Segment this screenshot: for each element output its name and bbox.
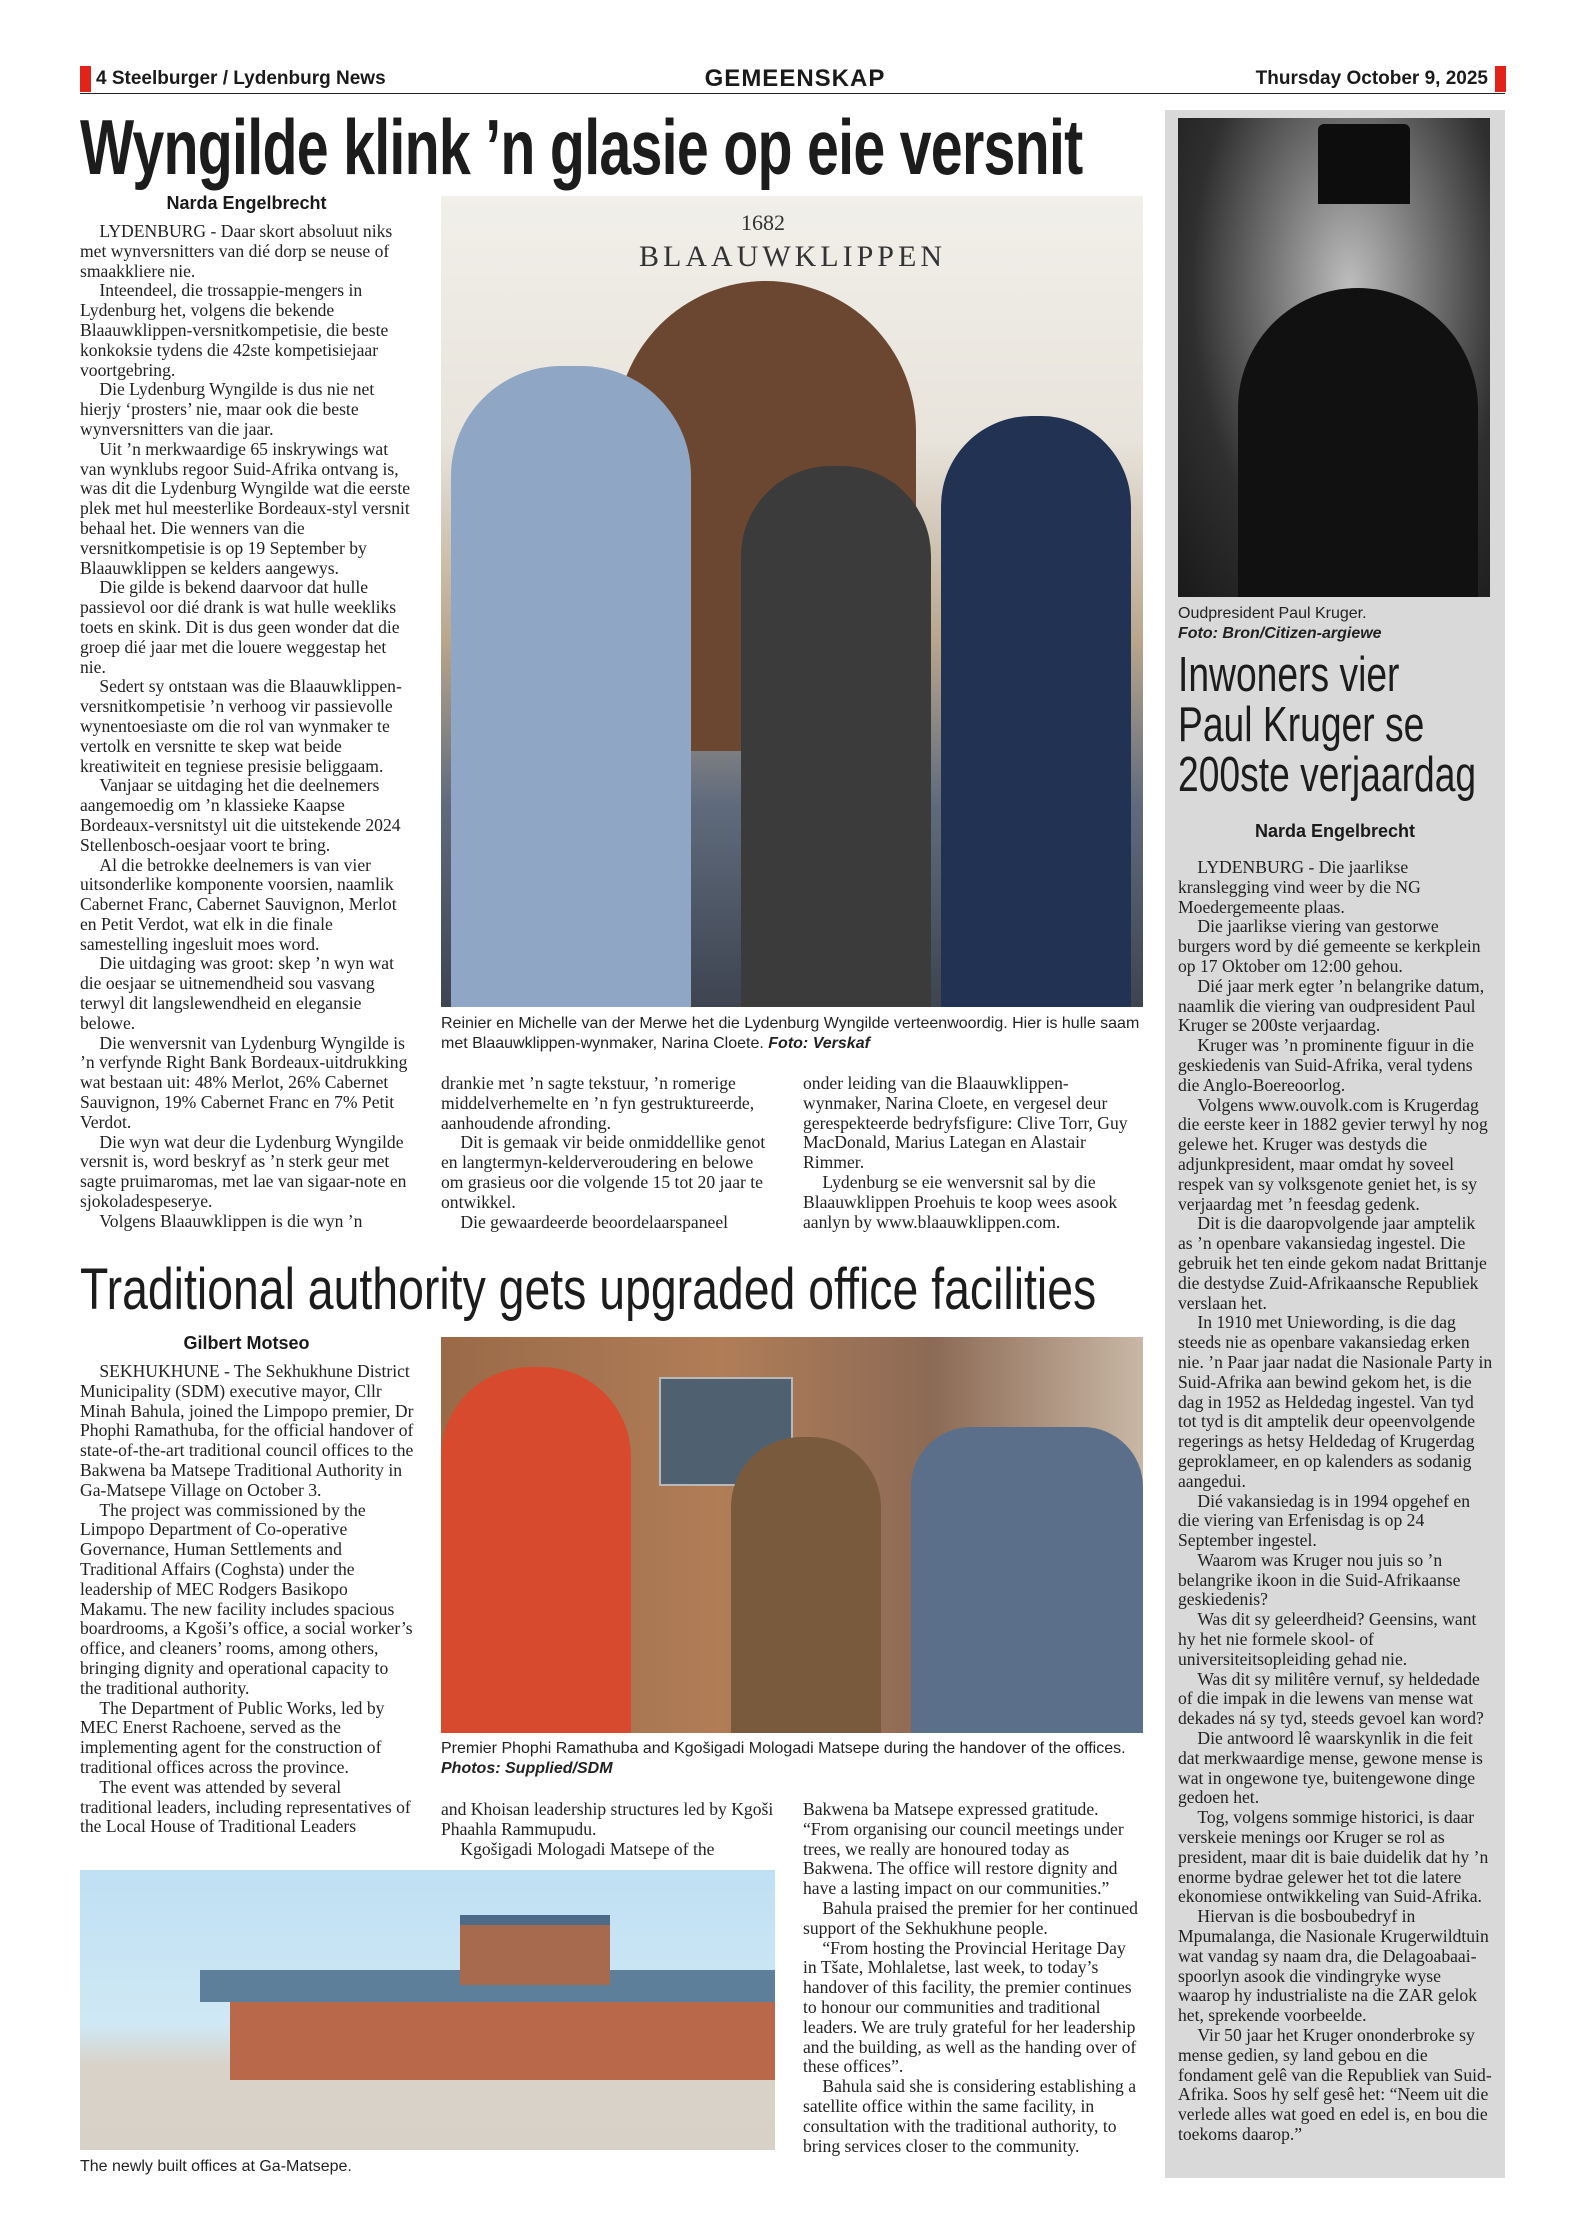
- paragraph: Die gewaardeerde beoordelaarspaneel: [460, 1211, 729, 1232]
- paragraph: Die wyn wat deur die Lydenburg Wyngilde versnit is, word beskryf as ’n sterk geur met sagte pruimaromas, met lae van sigaar-note en sjokoladespeserye.: [80, 1131, 407, 1212]
- paragraph: SEKHUKHUNE - The Sekhukhune District Municipality (SDM) executive mayor, Cllr Minah Bahula, joined the Limpopo premier, Dr Phophi Ramathuba, for the official handover of state-of-the-art traditional council offices to the Bakwena ba Matsepe Traditional Authority in Ga-Matsepe Village on October 3.: [80, 1361, 414, 1500]
- paragraph: The project was commissioned by the Limpopo Department of Co-operative Governance, Human Settlements and Traditional Affairs (Coghsta) under the leadership of MEC Rodgers Basikopo Makamu. The new facility includes spacious boardrooms, a Kgoši’s office, a social worker’s office, and cleaners’ rooms, among others, bringing dignity and operational capacity to the traditional authority.: [80, 1499, 413, 1698]
- top-hat: [1318, 124, 1410, 204]
- paragraph: Tog, volgens sommige historici, is daar verskeie menings oor Kruger se rol as president, maar dit is baie duidelik dat hy ’n enorme bydrae gelewer het tot die latere ekonomiese ontwikkeling van Suid-Afrika.: [1178, 1807, 1489, 1907]
- paragraph: Vanjaar se uitdaging het die deelnemers aangemoedig om ’n klassieke Kaapse Bordeaux-versnitstyl uit die uitstekende 2024 Stellenbosch-oesjaar voort te bring.: [80, 775, 401, 855]
- sign-name: BLAAUWKLIPPEN: [639, 240, 946, 273]
- paragraph: In 1910 met Uniewording, is die dag steeds nie as openbare vakansiedag erken nie. ’n Paar jaar nadat die Nasionale Party in Suid-Afrika aan bewind gekom het, is die dag in 1952 as Heldedag ingestel. Van tyd tot tyd is dit amptelik deur opeenvolgende regerings as hetsy Heldedag of Krugerdag geproklameer, en op kalenders as sodanig aangedui.: [1178, 1312, 1493, 1491]
- paul-kruger-portrait: [1178, 118, 1490, 597]
- paragraph: Die gilde is bekend daarvoor dat hulle passievol oor dié drank is wat hulle weekliks toets en skink. Dit is dus geen wonder dat die groep dié jaar met die louere weggestap het nie.: [80, 577, 400, 677]
- caption-text: Premier Phophi Ramathuba and Kgošigadi Mologadi Matsepe during the handover of the offices.: [441, 1740, 1126, 1757]
- paragraph: Bahula praised the premier for her continued support of the Sekhukhune people.: [803, 1897, 1138, 1938]
- paragraph: Al die betrokke deelnemers is van vier uitsonderlike komponente voorsien, naamlik Cabernet Franc, Cabernet Sauvignon, Merlot en Petit Verdot, wat elk in die finale samestelling ingesluit moes word.: [80, 854, 397, 954]
- sidebar-caption: [1178, 604, 1490, 644]
- paragraph: Vir 50 jaar het Kruger ononderbroke sy mense gedien, sy land gebou en die fondament gelê van die Republiek van Suid-Afrika. Soos hy self gesê het: “Neem uit die verlede alles wat goed en edel is, en bou die toekoms daarop.”: [1178, 2025, 1492, 2144]
- article1-column-2: [441, 1074, 775, 1232]
- paragraph: Sedert sy ontstaan was die Blaauwklippen-versnitkompetisie ’n verhoog vir passievolle wynentoesiaste om die rol van wynmaker te vertolk en versnitte te skep wat beide kreatiwiteit en tegniese presisie beliggaam.: [80, 676, 402, 776]
- paragraph: LYDENBURG - Die jaarlikse kranslegging vind weer by die NG Moedergemeente plaas.: [1178, 857, 1421, 917]
- paragraph: Dit is die daaropvolgende jaar amptelik as ’n openbare vakansiedag ingestel. Die gebruik het ten einde gekom nadat Brittanje die destydse Zuid-Afrikaansche Republiek verslaan het.: [1178, 1213, 1487, 1313]
- article1-byline: Narda Engelbrecht: [166, 193, 327, 213]
- paragraph: Die jaarlikse viering van gestorwe burgers word by dié gemeente se kerkplein op 17 Oktober om 12:00 gehou.: [1178, 916, 1481, 976]
- article1-headline: Wyngilde klink ’n glasie op eie versnit: [80, 103, 1083, 191]
- article2-column-3: [803, 1800, 1143, 2156]
- paragraph: LYDENBURG - Daar skort absoluut niks met wynversnitters van dié dorp se neuse of smaakkliere nie.: [80, 221, 393, 281]
- section-title: GEMEENSKAP: [704, 65, 886, 92]
- paragraph: Bakwena ba Matsepe expressed gratitude. “From organising our council meetings under trees, we really are honoured today as Bakwena. The office will restore dignity and have a lasting impact on our communities.”: [803, 1799, 1124, 1899]
- sidebar-caption-text: Oudpresident Paul Kruger.: [1178, 605, 1367, 622]
- article1-column-1: [80, 222, 414, 1232]
- paragraph: Dit is gemaak vir beide onmiddellike genot en langtermyn-kelderveroudering en belowe om grasieus oor die volgende 15 tot 20 jaar te ontwikkel.: [441, 1132, 766, 1212]
- paragraph: Die wenversnit van Lydenburg Wyngilde is ’n verfynde Right Bank Bordeaux-uitdrukking wat bestaan uit: 48% Merlot, 26% Cabernet Sauvignon, 19% Cabernet Franc en 7% Petit Verdot.: [80, 1032, 408, 1132]
- paragraph: Was dit sy geleerdheid? Geensins, want hy het nie formele skool- of universiteitsopleiding gehad nie.: [1178, 1609, 1477, 1669]
- sidebar-headline-line: Paul Kruger se: [1178, 698, 1425, 752]
- paragraph: Bahula said she is considering establishing a satellite office within the same facility, in consultation with the traditional authority, to bring services closer to the community.: [803, 2076, 1137, 2156]
- article2-byline: Gilbert Motseo: [183, 1333, 310, 1353]
- paragraph: The event was attended by several traditional leaders, including representatives of the Local House of Traditional Leaders: [80, 1776, 411, 1837]
- photo-credit: Foto: Verskaf: [768, 1035, 870, 1052]
- paragraph: Kgošigadi Mologadi Matsepe of the: [460, 1838, 715, 1859]
- person-woman-right: [941, 416, 1131, 1007]
- header-accent-right: [1495, 66, 1506, 92]
- sidebar-body: [1178, 858, 1494, 2145]
- paragraph: drankie met ’n sagte tekstuur, ’n romerige middelverhemelte en ’n fyn gestruktureerde, aanhoudende afronding.: [441, 1073, 755, 1133]
- paragraph: Die Lydenburg Wyngilde is dus nie net hierjy ‘prosters’ nie, maar ook die beste wynversnitters van die jaar.: [80, 379, 375, 439]
- person-woman-centre: [741, 466, 931, 1007]
- paragraph: and Khoisan leadership structures led by Kgoši Phaahla Rammupudu.: [441, 1799, 774, 1839]
- photo-credit: Photos: Supplied/SDM: [441, 1760, 613, 1777]
- article2-column-2: [441, 1800, 775, 1859]
- sidebar-byline: Narda Engelbrecht: [1254, 821, 1416, 841]
- article2-photo-handover: [441, 1337, 1143, 1733]
- person-man: [451, 366, 691, 1007]
- paragraph: “From hosting the Provincial Heritage Day in Tšate, Mohlaletse, last week, to today’s handover of this facility, the premier continues to honour our communities and traditional leaders. We are truly grateful for her leadership and the building, as well as the handing over of these offices”.: [803, 1937, 1137, 2077]
- page-info: 4 Steelburger / Lydenburg News: [96, 68, 386, 89]
- article1-caption: [441, 1014, 1143, 1054]
- article2-photo-offices: [80, 1870, 775, 2150]
- paragraph: Uit ’n merkwaardige 65 inskrywings wat van wynklubs regoor Suid-Afrika ontvang is, was dit die Lydenburg Wyngilde wat die eerste plek met hul meesterlike Bordeaux-styl versnit behaal het. Die wenners van die versnitkompetisie is op 19 September by Blaauwklippen se kelders aangewys.: [80, 438, 411, 578]
- sign-year: 1682: [741, 210, 785, 235]
- paragraph: Inteendeel, die trossappie-mengers in Lydenburg het, volgens die bekende Blaauwklippen-versnitkompetisie, die beste konkoksie tydens die 42ste kompetisiejaar voortgebring.: [80, 280, 389, 380]
- kgosigadi-figure: [731, 1437, 881, 1733]
- article1-photo-winery: [441, 196, 1143, 1007]
- office-building: [230, 2000, 775, 2080]
- sidebar-headline: [1178, 650, 1497, 800]
- premier-figure: [441, 1367, 631, 1733]
- sidebar-headline-line: 200ste verjaardag: [1178, 748, 1477, 802]
- article2-headline: Traditional authority gets upgraded office facilities: [80, 1257, 1097, 1322]
- article2-caption-offices: The newly built offices at Ga-Matsepe.: [80, 2158, 352, 2175]
- paragraph: Waarom was Kruger nou juis so ’n belangrike ikoon in die Suid-Afrikaanse geskiedenis?: [1178, 1549, 1461, 1610]
- paragraph: Volgens www.ouvolk.com is Krugerdag die eerste keer in 1882 gevier terwyl hy nog gelewe het. Kruger was destyds die adjunkpresident, maar omdat hy soveel respek van sy volksgenote geniet het, is sy verjaardag met ’n feesdag gedenk.: [1178, 1094, 1488, 1214]
- paragraph: Die antwoord lê waarskynlik in die feit dat merkwaardige mense, gewone mense is wat in ongewone tye, buitengewone dinge gedoen het.: [1178, 1728, 1483, 1808]
- sidebar-headline-line: Inwoners vier: [1178, 648, 1400, 702]
- issue-date: Thursday October 9, 2025: [1255, 68, 1488, 89]
- paragraph: onder leiding van die Blaauwklippen-wynmaker, Narina Cloete, en vergesel deur gerespekteerde bedryfsfigure: Clive Torr, Guy MacDonald, Marius Lategan en Alastair Rimmer.: [803, 1073, 1128, 1173]
- caption-text: Reinier en Michelle van der Merwe het die Lydenburg Wyngilde verteenwoordig. Hier is hulle saam met Blaauwklippen-wynmaker, Narina Cloete.: [441, 1015, 1140, 1052]
- paragraph: Kruger was ’n prominente figuur in die geskiedenis van Suid-Afrika, veral tydens die Anglo-Boereoorlog.: [1178, 1035, 1474, 1095]
- article1-column-3: [803, 1074, 1143, 1232]
- paragraph: Hiervan is die bosboubedryf in Mpumalanga, die Nasionale Krugerwildtuin wat vandag sy naam dra, die Delagoabaai-spoorlyn asook die vindingryke wyse waarop hy industrialiste na die ZAR gelok het, sprekende voorbeelde.: [1178, 1906, 1489, 2026]
- paragraph: Lydenburg se eie wenversnit sal by die Blaauwklippen Proehuis te koop wees asook aanlyn by www.blaauwklippen.com.: [803, 1171, 1118, 1232]
- paragraph: Die uitdaging was groot: skep ’n wyn wat die oesjaar se uitnemendheid sou vasvang terwyl dit langslewendheid en elegansie belowe.: [80, 953, 395, 1033]
- office-tower: [460, 1915, 610, 1985]
- sidebar-photo-credit: Foto: Bron/Citizen-argiewe: [1178, 625, 1382, 642]
- article2-caption: [441, 1739, 1143, 1779]
- paragraph: Dié jaar merk egter ’n belangrike datum, naamlik die viering van oudpresident Paul Kruger se 200ste verjaardag.: [1178, 975, 1485, 1036]
- header-rule: [80, 93, 1505, 94]
- paragraph: Dié vakansiedag is in 1994 opgehef en die viering van Erfenisdag is op 24 September ingestel.: [1178, 1490, 1470, 1551]
- paragraph: Volgens Blaauwklippen is die wyn ’n: [99, 1210, 363, 1231]
- header-accent-left: [80, 66, 91, 92]
- paragraph: The Department of Public Works, led by MEC Enerst Rachoene, served as the implementing agent for the construction of traditional offices across the province.: [80, 1697, 385, 1777]
- paragraph: Was dit sy militêre vernuf, sy heldedade of die impak in die lewens van mense wat dekades ná sy tyd, steeds gevoel kan word?: [1178, 1668, 1484, 1729]
- crowd: [911, 1427, 1143, 1733]
- figure-body: [1238, 288, 1478, 597]
- article2-column-1: [80, 1362, 414, 1837]
